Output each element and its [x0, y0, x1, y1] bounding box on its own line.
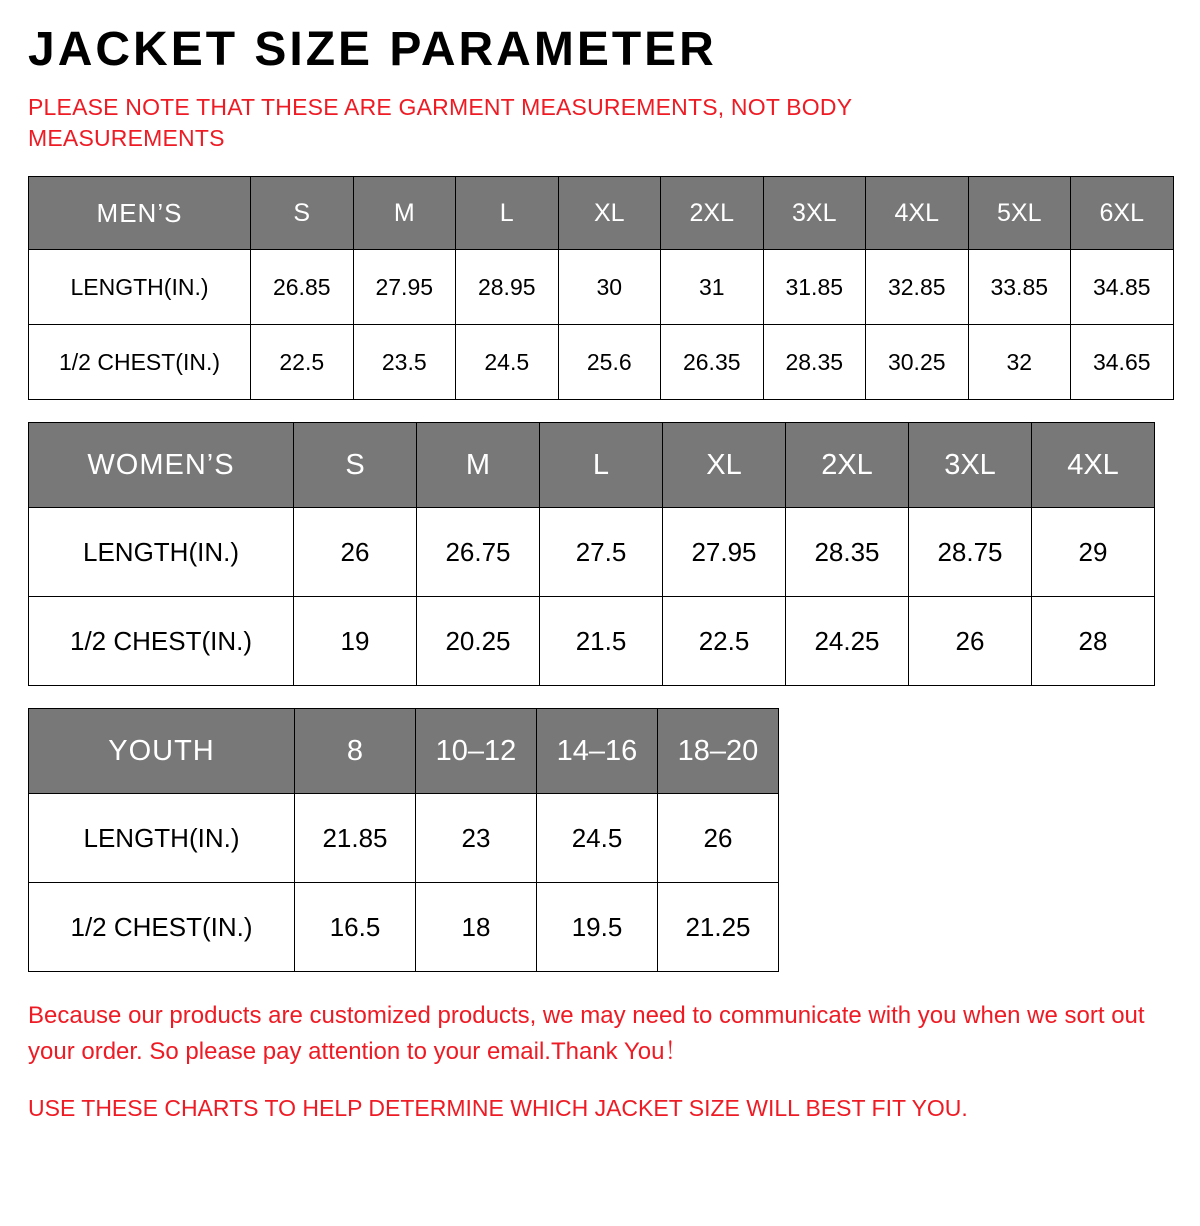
measure-cell: 29: [1032, 508, 1155, 597]
table-row: [29, 508, 1155, 597]
header-cell-size: 2XL: [786, 423, 909, 508]
measure-cell: 22.5: [663, 597, 786, 686]
measure-cell: 28: [1032, 597, 1155, 686]
measure-cell: 34.65: [1071, 325, 1174, 400]
measure-cell: 28.75: [909, 508, 1032, 597]
header-cell-size: S: [251, 177, 354, 250]
measure-cell: 19.5: [537, 883, 658, 972]
measure-cell: 31.85: [763, 250, 866, 325]
header-cell-size: XL: [663, 423, 786, 508]
footer-note-usage: USE THESE CHARTS TO HELP DETERMINE WHICH JACKET SIZE WILL BEST FIT YOU.: [28, 1095, 968, 1122]
youth-size-table-wrap: [28, 708, 1200, 972]
measure-cell: 24.25: [786, 597, 909, 686]
table-row: [29, 883, 779, 972]
header-cell-size: S: [294, 423, 417, 508]
measure-cell: 28.35: [786, 508, 909, 597]
measure-cell: 26: [909, 597, 1032, 686]
row-label: LENGTH(IN.): [29, 508, 294, 597]
measure-cell: 28.95: [456, 250, 559, 325]
measure-cell: 22.5: [251, 325, 354, 400]
table-header-row: [29, 709, 779, 794]
measure-cell: 28.35: [763, 325, 866, 400]
table-row: [29, 325, 1174, 400]
table-header-row: [29, 423, 1155, 508]
measure-cell: 21.5: [540, 597, 663, 686]
header-cell-category: MEN’S: [29, 177, 251, 250]
row-label: 1/2 CHEST(IN.): [29, 883, 295, 972]
header-cell-size: M: [417, 423, 540, 508]
header-cell-category: YOUTH: [29, 709, 295, 794]
header-cell-category: WOMEN’S: [29, 423, 294, 508]
measure-cell: 34.85: [1071, 250, 1174, 325]
measure-cell: 20.25: [417, 597, 540, 686]
table-row: [29, 597, 1155, 686]
table-header-row: [29, 177, 1174, 250]
row-label: LENGTH(IN.): [29, 250, 251, 325]
header-cell-size: M: [353, 177, 456, 250]
header-cell-size: 2XL: [661, 177, 764, 250]
footer-notes: [28, 998, 1158, 1124]
measure-cell: 25.6: [558, 325, 661, 400]
measure-cell: 18: [416, 883, 537, 972]
mens-size-table-wrap: [28, 176, 1200, 400]
womens-size-table-wrap: [28, 422, 1200, 686]
table-row: [29, 794, 779, 883]
measure-cell: 16.5: [295, 883, 416, 972]
size-chart-page: [0, 23, 1200, 1226]
row-label: 1/2 CHEST(IN.): [29, 325, 251, 400]
measure-cell: 33.85: [968, 250, 1071, 325]
header-cell-size: L: [540, 423, 663, 508]
measure-cell: 24.5: [456, 325, 559, 400]
row-label: 1/2 CHEST(IN.): [29, 597, 294, 686]
measure-cell: 21.25: [658, 883, 779, 972]
table-row: [29, 250, 1174, 325]
measure-cell: 24.5: [537, 794, 658, 883]
youth-size-table: [28, 708, 779, 972]
header-cell-size: 18–20: [658, 709, 779, 794]
header-cell-size: 4XL: [1032, 423, 1155, 508]
header-cell-size: 14–16: [537, 709, 658, 794]
measure-cell: 32.85: [866, 250, 969, 325]
measure-cell: 21.85: [295, 794, 416, 883]
mens-size-table: [28, 176, 1174, 400]
measure-cell: 26.85: [251, 250, 354, 325]
measure-cell: 30.25: [866, 325, 969, 400]
header-cell-size: 3XL: [763, 177, 866, 250]
header-cell-size: 10–12: [416, 709, 537, 794]
header-cell-size: XL: [558, 177, 661, 250]
measure-cell: 27.5: [540, 508, 663, 597]
measure-cell: 27.95: [663, 508, 786, 597]
measure-cell: 26: [658, 794, 779, 883]
measure-cell: 26.75: [417, 508, 540, 597]
page-title: JACKET SIZE PARAMETER: [28, 23, 717, 76]
row-label: LENGTH(IN.): [29, 794, 295, 883]
womens-size-table: [28, 422, 1155, 686]
measure-cell: 19: [294, 597, 417, 686]
measure-cell: 30: [558, 250, 661, 325]
measure-cell: 31: [661, 250, 764, 325]
header-cell-size: 8: [295, 709, 416, 794]
measure-cell: 26.35: [661, 325, 764, 400]
header-cell-size: L: [456, 177, 559, 250]
measure-cell: 32: [968, 325, 1071, 400]
garment-measurement-note: PLEASE NOTE THAT THESE ARE GARMENT MEASUREMENTS, NOT BODY MEASUREMENTS: [28, 94, 852, 152]
header-cell-size: 3XL: [909, 423, 1032, 508]
measure-cell: 26: [294, 508, 417, 597]
measure-cell: 23.5: [353, 325, 456, 400]
header-cell-size: 5XL: [968, 177, 1071, 250]
footer-note-customized: Because our products are customized products, we may need to communicate with you when we sort out your order. So please pay attention to your email.Thank You！: [28, 1002, 1145, 1066]
header-cell-size: 4XL: [866, 177, 969, 250]
measure-cell: 23: [416, 794, 537, 883]
header-cell-size: 6XL: [1071, 177, 1174, 250]
measure-cell: 27.95: [353, 250, 456, 325]
